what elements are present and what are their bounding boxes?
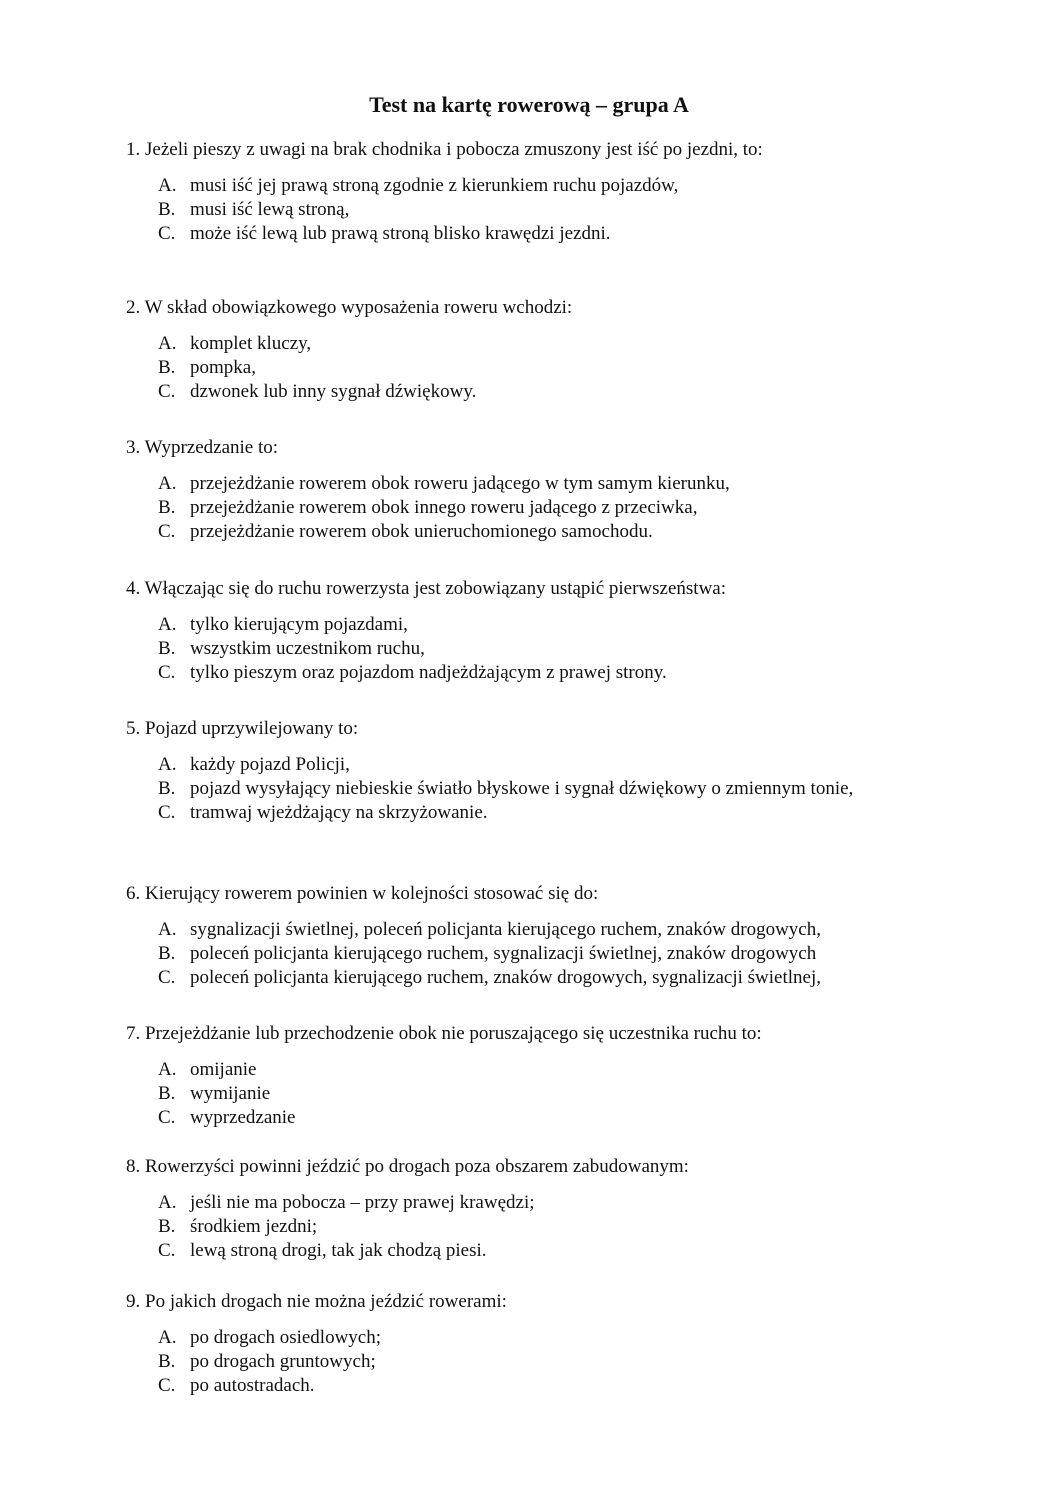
option-letter: B. bbox=[158, 199, 176, 220]
answer-options bbox=[126, 1326, 926, 1398]
option-letter: A. bbox=[158, 473, 177, 494]
answer-options bbox=[126, 472, 926, 544]
answer-option bbox=[126, 1326, 926, 1350]
option-text: jeśli nie ma pobocza – przy prawej krawędzi; bbox=[190, 1192, 535, 1213]
answer-options bbox=[126, 1058, 926, 1130]
option-letter: A. bbox=[158, 1327, 177, 1348]
option-letter: B. bbox=[158, 497, 176, 518]
option-text: sygnalizacji świetlnej, poleceń policjanta kierującego ruchem, znaków drogowych, bbox=[190, 919, 821, 940]
option-letter: B. bbox=[158, 778, 176, 799]
question-4 bbox=[126, 577, 926, 685]
option-text: każdy pojazd Policji, bbox=[190, 754, 350, 775]
answer-option bbox=[126, 637, 926, 661]
answer-option bbox=[126, 1215, 926, 1239]
option-letter: C. bbox=[158, 223, 176, 244]
option-text: wymijanie bbox=[190, 1083, 271, 1104]
answer-option bbox=[126, 966, 926, 990]
answer-option bbox=[126, 332, 926, 356]
option-letter: C. bbox=[158, 1107, 176, 1128]
answer-option bbox=[126, 1239, 926, 1263]
answer-option bbox=[126, 174, 926, 198]
option-letter: C. bbox=[158, 521, 176, 542]
answer-option bbox=[126, 1191, 926, 1215]
option-text: tramwaj wjeżdżający na skrzyżowanie. bbox=[190, 802, 488, 823]
option-letter: A. bbox=[158, 614, 177, 635]
option-letter: C. bbox=[158, 1240, 176, 1261]
option-letter: A. bbox=[158, 333, 177, 354]
option-text: lewą stroną drogi, tak jak chodzą piesi. bbox=[190, 1240, 487, 1261]
answer-option bbox=[126, 520, 926, 544]
option-text: po drogach gruntowych; bbox=[190, 1351, 376, 1372]
answer-option bbox=[126, 942, 926, 966]
option-text: tylko kierującym pojazdami, bbox=[190, 614, 408, 635]
option-letter: B. bbox=[158, 357, 176, 378]
answer-option bbox=[126, 801, 926, 825]
answer-option bbox=[126, 1082, 926, 1106]
answer-options bbox=[126, 753, 926, 825]
question-text: 9. Po jakich drogach nie można jeździć rowerami: bbox=[126, 1291, 507, 1312]
question-1 bbox=[126, 138, 926, 246]
option-text: może iść lewą lub prawą stroną blisko krawędzi jezdni. bbox=[190, 223, 611, 244]
option-text: poleceń policjanta kierującego ruchem, sygnalizacji świetlnej, znaków drogowych bbox=[190, 943, 817, 964]
question-8 bbox=[126, 1155, 926, 1263]
question-6 bbox=[126, 882, 926, 990]
question-text: 2. W skład obowiązkowego wyposażenia roweru wchodzi: bbox=[126, 297, 573, 318]
option-text: przejeżdżanie rowerem obok unieruchomionego samochodu. bbox=[190, 521, 653, 542]
option-letter: A. bbox=[158, 1059, 177, 1080]
option-letter: C. bbox=[158, 802, 176, 823]
question-text: 7. Przejeżdżanie lub przechodzenie obok nie poruszającego się uczestnika ruchu to: bbox=[126, 1023, 762, 1044]
option-letter: A. bbox=[158, 754, 177, 775]
question-9 bbox=[126, 1290, 926, 1398]
question-text: 6. Kierujący rowerem powinien w kolejności stosować się do: bbox=[126, 883, 599, 904]
option-text: po drogach osiedlowych; bbox=[190, 1327, 382, 1348]
option-letter: A. bbox=[158, 175, 177, 196]
answer-option bbox=[126, 380, 926, 404]
option-letter: C. bbox=[158, 381, 176, 402]
option-letter: B. bbox=[158, 1083, 176, 1104]
answer-option bbox=[126, 356, 926, 380]
answer-options bbox=[126, 174, 926, 246]
option-text: środkiem jezdni; bbox=[190, 1216, 318, 1237]
option-letter: B. bbox=[158, 638, 176, 659]
answer-options bbox=[126, 613, 926, 685]
option-text: po autostradach. bbox=[190, 1375, 315, 1396]
option-text: wszystkim uczestnikom ruchu, bbox=[190, 638, 425, 659]
option-letter: A. bbox=[158, 919, 177, 940]
answer-option bbox=[126, 1106, 926, 1130]
option-text: komplet kluczy, bbox=[190, 333, 312, 354]
option-text: poleceń policjanta kierującego ruchem, znaków drogowych, sygnalizacji świetlnej, bbox=[190, 967, 821, 988]
answer-option bbox=[126, 753, 926, 777]
option-text: przejeżdżanie rowerem obok roweru jadącego w tym samym kierunku, bbox=[190, 473, 730, 494]
answer-option bbox=[126, 496, 926, 520]
option-text: musi iść lewą stroną, bbox=[190, 199, 350, 220]
option-text: omijanie bbox=[190, 1059, 257, 1080]
question-text: 8. Rowerzyści powinni jeździć po drogach poza obszarem zabudowanym: bbox=[126, 1156, 689, 1177]
answer-option bbox=[126, 198, 926, 222]
answer-options bbox=[126, 918, 926, 990]
answer-option bbox=[126, 1350, 926, 1374]
option-letter: B. bbox=[158, 1351, 176, 1372]
option-letter: B. bbox=[158, 943, 176, 964]
answer-options bbox=[126, 1191, 926, 1263]
option-text: pojazd wysyłający niebieskie światło błyskowe i sygnał dźwiękowy o zmiennym tonie, bbox=[190, 778, 854, 799]
answer-option bbox=[126, 777, 926, 801]
question-text: 1. Jeżeli pieszy z uwagi na brak chodnika i pobocza zmuszony jest iść po jezdni, to: bbox=[126, 139, 763, 160]
answer-option bbox=[126, 1058, 926, 1082]
answer-option bbox=[126, 222, 926, 246]
option-text: dzwonek lub inny sygnał dźwiękowy. bbox=[190, 381, 477, 402]
answer-option bbox=[126, 918, 926, 942]
option-text: musi iść jej prawą stroną zgodnie z kierunkiem ruchu pojazdów, bbox=[190, 175, 679, 196]
option-text: tylko pieszym oraz pojazdom nadjeżdżającym z prawej strony. bbox=[190, 662, 667, 683]
option-letter: B. bbox=[158, 1216, 176, 1237]
question-text: 5. Pojazd uprzywilejowany to: bbox=[126, 718, 359, 739]
answer-option bbox=[126, 613, 926, 637]
option-letter: C. bbox=[158, 1375, 176, 1396]
option-text: wyprzedzanie bbox=[190, 1107, 296, 1128]
answer-option bbox=[126, 472, 926, 496]
page-title: Test na kartę rowerową – grupa A bbox=[369, 92, 689, 117]
answer-options bbox=[126, 332, 926, 404]
question-7 bbox=[126, 1022, 926, 1130]
option-text: pompka, bbox=[190, 357, 256, 378]
question-2 bbox=[126, 296, 926, 404]
option-letter: C. bbox=[158, 662, 176, 683]
option-letter: C. bbox=[158, 967, 176, 988]
question-text: 4. Włączając się do ruchu rowerzysta jest zobowiązany ustąpić pierwszeństwa: bbox=[126, 578, 727, 599]
answer-option bbox=[126, 661, 926, 685]
question-text: 3. Wyprzedzanie to: bbox=[126, 437, 279, 458]
option-letter: A. bbox=[158, 1192, 177, 1213]
question-5 bbox=[126, 717, 926, 825]
question-3 bbox=[126, 436, 926, 544]
answer-option bbox=[126, 1374, 926, 1398]
option-text: przejeżdżanie rowerem obok innego roweru jadącego z przeciwka, bbox=[190, 497, 698, 518]
